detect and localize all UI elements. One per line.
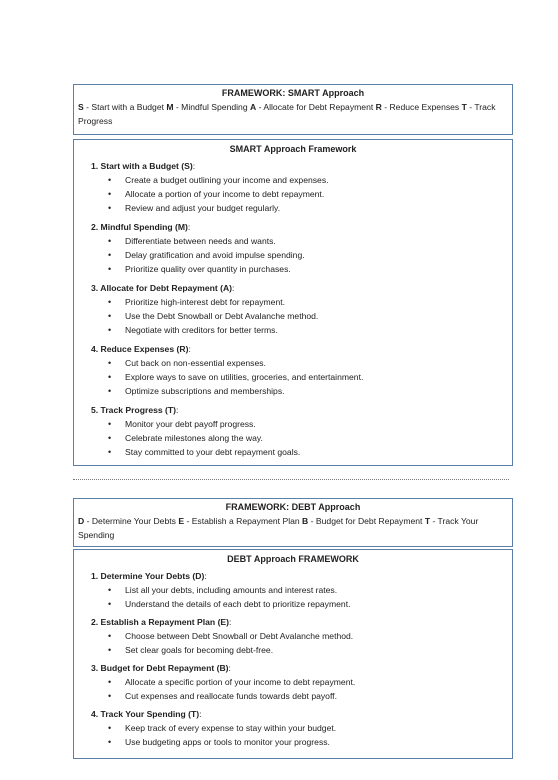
debt-framework-title: FRAMEWORK: DEBT Approach: [225, 502, 361, 512]
section-heading-colon: :: [187, 222, 191, 232]
bullet-item: • Monitor your debt payoff progress.: [125, 417, 512, 431]
acronym-letter: T: [461, 102, 467, 112]
debt-acronym-line: [74, 512, 512, 542]
bullet-list: [91, 629, 512, 657]
bullet-item: • Prioritize high-interest debt for repayment.: [125, 295, 512, 309]
bullet-item: • Delay gratification and avoid impulse spending.: [125, 248, 512, 262]
acronym-letter: R: [375, 102, 382, 112]
bullet-item: • Review and adjust your budget regularly.: [125, 201, 512, 215]
framework-section: [91, 404, 512, 459]
bullet-item: • Allocate a portion of your income to debt repayment.: [125, 187, 512, 201]
section-heading-colon: :: [192, 161, 196, 171]
bullet-item: • Choose between Debt Snowball or Debt Avalanche method.: [125, 629, 512, 643]
bullet-item: • Stay committed to your debt repayment goals.: [125, 445, 512, 459]
bullet-list: [91, 356, 512, 398]
bullet-item: • Explore ways to save on utilities, groceries, and entertainment.: [125, 370, 512, 384]
bullet-item: • Negotiate with creditors for better terms.: [125, 323, 512, 337]
acronym-letter: E: [178, 516, 185, 526]
section-heading: [91, 160, 512, 173]
bullet-item: • Differentiate between needs and wants.: [125, 234, 512, 248]
bullet-list: [91, 173, 512, 215]
bullet-item: • Cut expenses and reallocate funds towards debt payoff.: [125, 689, 512, 703]
bullet-item: • List all your debts, including amounts and interest rates.: [125, 583, 512, 597]
smart-detail-title: SMART Approach Framework: [229, 144, 357, 154]
framework-section: [91, 160, 512, 215]
bullet-item: • Optimize subscriptions and memberships.: [125, 384, 512, 398]
bullet-item: • Celebrate milestones along the way.: [125, 431, 512, 445]
section-heading-text: 4. Reduce Expenses (R): [91, 344, 189, 354]
acronym-text: - Track Progress: [78, 102, 496, 126]
smart-acronym-line: [74, 98, 512, 128]
bullet-item: • Create a budget outlining your income and expenses.: [125, 173, 512, 187]
bullet-item: • Cut back on non-essential expenses.: [125, 356, 512, 370]
acronym-letter: T: [424, 516, 431, 526]
acronym-letter: B: [302, 516, 309, 526]
debt-detail-title: DEBT Approach FRAMEWORK: [227, 554, 359, 564]
framework-section: [91, 343, 512, 398]
section-heading-colon: :: [199, 709, 202, 719]
acronym-letter: D: [78, 516, 85, 526]
framework-section: [91, 662, 512, 703]
smart-framework-header: [73, 84, 513, 135]
acronym-text: - Budget for Debt Repayment: [308, 516, 425, 526]
acronym-text: - Establish a Repayment Plan: [184, 516, 303, 526]
section-heading-text: 3. Budget for Debt Repayment (B): [91, 663, 229, 673]
debt-framework-header: [73, 498, 513, 547]
bullet-item: • Allocate a specific portion of your income to debt repayment.: [125, 675, 512, 689]
section-heading: [91, 404, 512, 417]
section-heading-text: 1. Start with a Budget (S): [91, 161, 193, 171]
section-heading-text: 5. Track Progress (T): [91, 405, 177, 415]
bullet-list: [91, 583, 512, 611]
bullet-list: [91, 234, 512, 276]
bullet-item: • Set clear goals for becoming debt-free.: [125, 643, 512, 657]
bullet-list: [91, 417, 512, 459]
bullet-list: [91, 295, 512, 337]
bullet-item: • Use the Debt Snowball or Debt Avalanche method.: [125, 309, 512, 323]
section-heading-colon: :: [176, 405, 179, 415]
framework-section: [91, 616, 512, 657]
section-heading-colon: :: [204, 571, 207, 581]
section-heading: [91, 343, 512, 356]
section-heading-text: 2. Establish a Repayment Plan (E): [91, 617, 230, 627]
acronym-text: - Reduce Expenses: [381, 102, 462, 112]
section-heading: [91, 708, 512, 721]
acronym-text: - Mindful Spending: [173, 102, 250, 112]
section-heading-text: 1. Determine Your Debts (D): [91, 571, 205, 581]
section-heading-colon: :: [232, 283, 235, 293]
section-heading-colon: :: [228, 663, 231, 673]
section-heading: [91, 282, 512, 295]
section-heading-text: 4. Track Your Spending (T): [91, 709, 200, 719]
acronym-letter: S: [78, 102, 84, 112]
acronym-text: - Allocate for Debt Repayment: [256, 102, 376, 112]
section-heading-colon: :: [188, 344, 191, 354]
acronym-letter: M: [166, 102, 174, 112]
bullet-list: [91, 721, 512, 749]
framework-section: [91, 282, 512, 337]
section-heading-text: 3. Allocate for Debt Repayment (A): [91, 283, 233, 293]
section-heading-colon: :: [229, 617, 232, 627]
section-heading: [91, 616, 512, 629]
section-heading: [91, 221, 512, 234]
section-heading-text: 2. Mindful Spending (M): [91, 222, 188, 232]
acronym-text: - Determine Your Debts: [84, 516, 179, 526]
debt-framework-detail: [73, 549, 513, 759]
smart-framework-detail: [73, 139, 513, 466]
smart-framework-title: FRAMEWORK: SMART Approach: [221, 88, 365, 98]
bullet-item: • Understand the details of each debt to prioritize repayment.: [125, 597, 512, 611]
section-heading: [91, 662, 512, 675]
bullet-list: [91, 675, 512, 703]
bullet-item: • Prioritize quality over quantity in purchases.: [125, 262, 512, 276]
framework-section: [91, 708, 512, 749]
framework-section: [91, 570, 512, 611]
acronym-letter: A: [249, 102, 257, 112]
section-heading: [91, 570, 512, 583]
bullet-item: • Use budgeting apps or tools to monitor your progress.: [125, 735, 512, 749]
framework-section: [91, 221, 512, 276]
acronym-text: - Start with a Budget: [83, 102, 167, 112]
acronym-text: - Track Your Spending: [78, 516, 479, 540]
section-divider: [73, 479, 509, 480]
bullet-item: • Keep track of every expense to stay within your budget.: [125, 721, 512, 735]
